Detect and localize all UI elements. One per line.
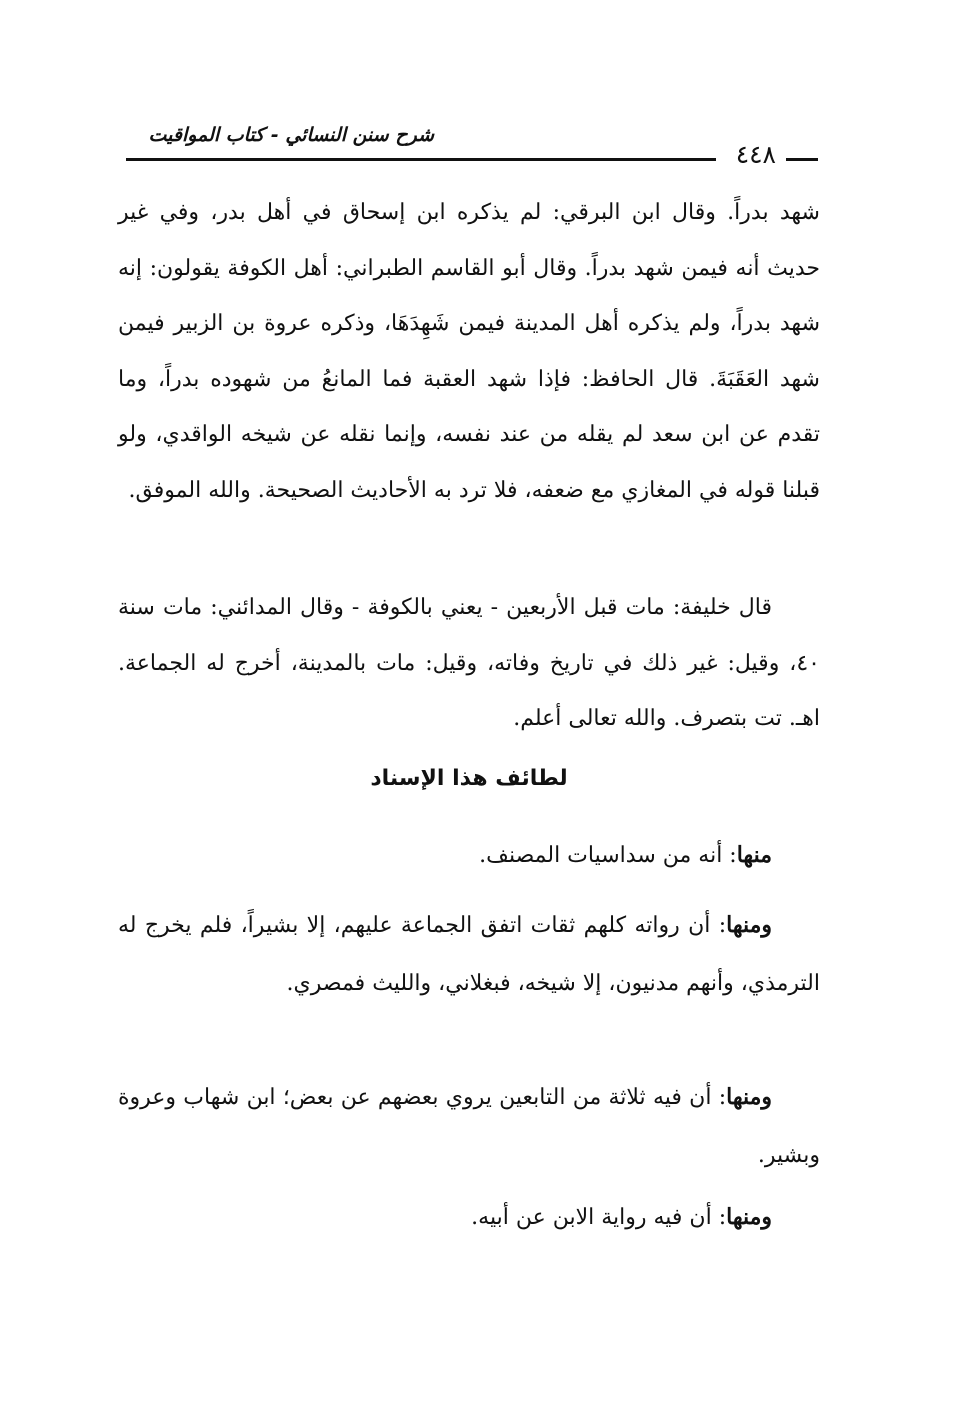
item-text: : أن رواته كلهم ثقات اتفق الجماعة عليهم، إلا بشيراً، فلم يخرج له الترمذي، وأنهم مدنيون، إلا شيخه، فبغلاني، والليث فمصري.	[118, 913, 820, 996]
page-header	[118, 118, 820, 172]
page-number-dash	[786, 158, 818, 161]
item-text: : أن فيه ثلاثة من التابعين يروي بعضهم عن بعض؛ ابن شهاب وعروة وبشير.	[118, 1085, 820, 1168]
list-item	[118, 896, 820, 1013]
page-number: ٤٤٨	[735, 140, 776, 169]
list-item	[118, 1068, 820, 1185]
item-text: : أنه من سداسيات المصنف.	[479, 843, 737, 868]
section-heading: لطائف هذا الإسناد	[370, 766, 568, 791]
item-lead: ومنها	[726, 1084, 772, 1110]
paragraph-1: شهد بدراً. وقال ابن البرقي: لم يذكره ابن إسحاق في أهل بدر، وفي غير حديث أنه فيمن شهد بدراً. وقال أبو القاسم الطبراني: أهل الكوفة يقولون: إنه شهد بدراً، ولم يذكره أهل المدينة فيمن شَهِدَهَا، وذكره عروة بن الزبير فيمن شهد العَقَبَةَ. قال الحافظ: فإذا شهد العقبة فما المانعُ من شهوده بدراً، وما تقدم عن ابن سعد لم يقله من عند نفسه، وإنما نقله عن شيخه الواقدي، ولو قبلنا قوله في المغازي مع ضعفه، فلا ترد به الأحاديث الصحيحة. والله الموفق.	[118, 200, 820, 503]
paragraph-2: قال خليفة: مات قبل الأربعين - يعني بالكوفة - وقال المدائني: مات سنة ٤٠، وقيل: غير ذلك في تاريخ وفاته، وقيل: مات بالمدينة، أخرج له الجماعة. اهـ. تت بتصرف. والله تعالى أعلم.	[118, 595, 820, 731]
item-lead: ومنها	[726, 1204, 772, 1230]
list-item	[118, 826, 820, 885]
item-lead: منها	[736, 842, 772, 868]
item-text: : أن فيه رواية الابن عن أبيه.	[471, 1205, 727, 1230]
header-rule	[126, 158, 716, 161]
item-lead: ومنها	[726, 912, 772, 938]
list-item	[118, 1188, 820, 1247]
running-title: شرح سنن النسائي - كتاب المواقيت	[148, 124, 434, 146]
